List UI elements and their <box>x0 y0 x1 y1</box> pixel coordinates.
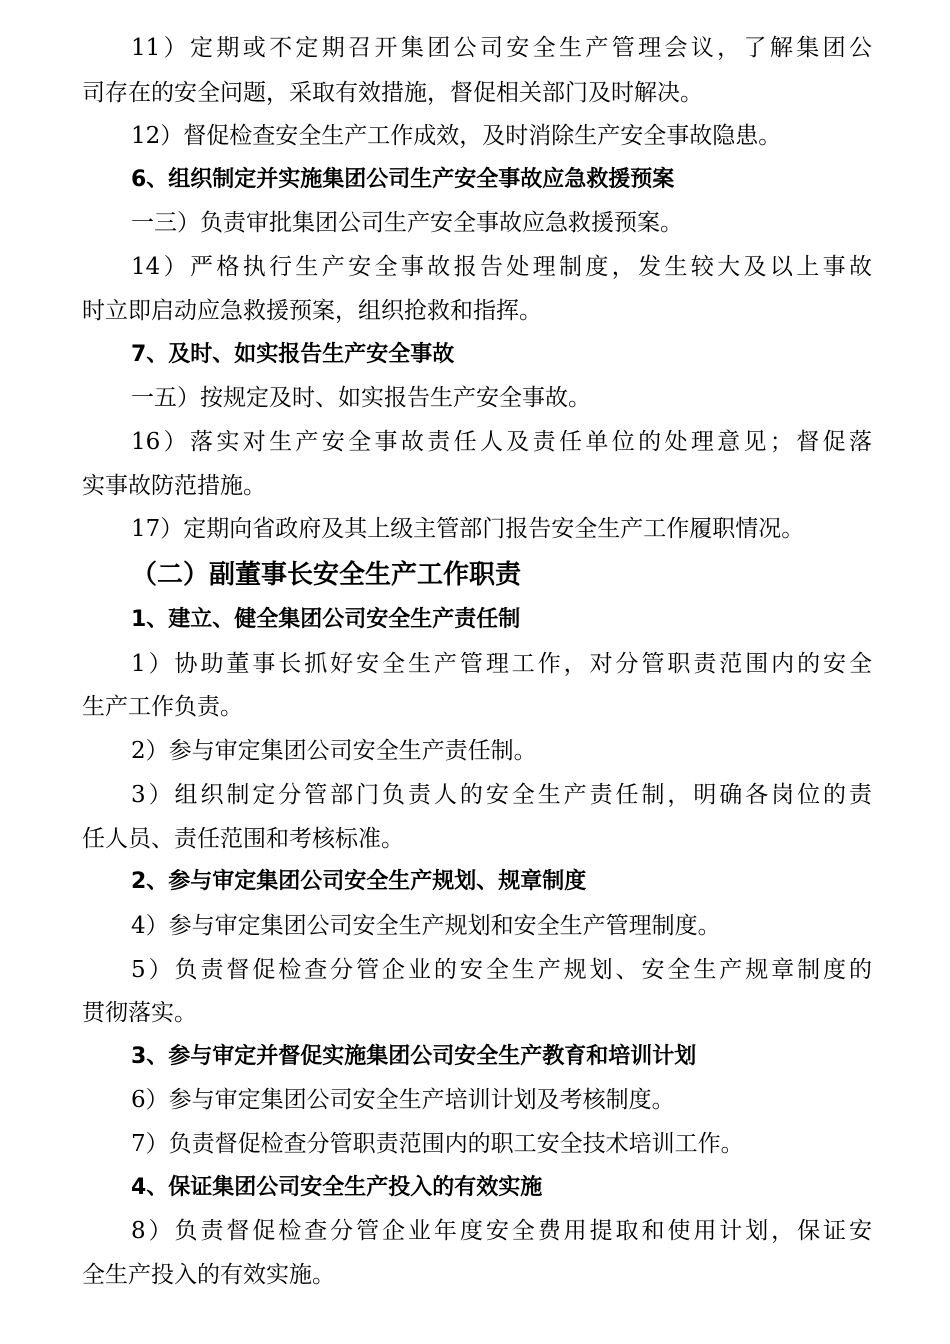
paragraph-8-line-1: 8）负责督促检查分管企业年度安全费用提取和使用计划，保证安 <box>131 1218 872 1244</box>
heading-2: 2、参与审定集团公司安全生产规划、规章制度 <box>131 869 587 894</box>
paragraph-1-line-2: 生产工作负责。 <box>82 694 243 720</box>
paragraph-2: 2）参与审定集团公司安全生产责任制。 <box>131 738 537 764</box>
paragraph-17: 17）定期向省政府及其上级主管部门报告安全生产工作履职情况。 <box>131 516 805 542</box>
paragraph-5-line-1: 5）负责督促检查分管企业的安全生产规划、安全生产规章制度的 <box>131 957 872 983</box>
paragraph-14-line-2: 时立即启动应急救援预案，组织抢救和指挥。 <box>82 298 542 324</box>
paragraph-13: 一三）负责审批集团公司生产安全事故应急救援预案。 <box>131 210 683 236</box>
paragraph-11-line-1: 11）定期或不定期召开集团公司安全生产管理会议，了解集团公 <box>131 35 872 61</box>
section-heading-vice-chairman: （二）副董事长安全生产工作职责 <box>131 560 522 590</box>
paragraph-4: 4）参与审定集团公司安全生产规划和安全生产管理制度。 <box>131 913 721 939</box>
paragraph-8-line-2: 全生产投入的有效实施。 <box>82 1262 335 1288</box>
paragraph-12: 12）督促检查安全生产工作成效，及时消除生产安全事故隐患。 <box>131 123 782 149</box>
heading-6: 6、组织制定并实施集团公司生产安全事故应急救援预案 <box>131 167 675 192</box>
paragraph-14-line-1: 14）严格执行生产安全事故报告处理制度，发生较大及以上事故 <box>131 254 872 280</box>
paragraph-6: 6）参与审定集团公司安全生产培训计划及考核制度。 <box>131 1087 675 1113</box>
paragraph-3-line-2: 任人员、责任范围和考核标准。 <box>82 826 404 852</box>
paragraph-15: 一五）按规定及时、如实报告生产安全事故。 <box>131 385 591 411</box>
paragraph-11-line-2: 司存在的安全问题，采取有效措施，督促相关部门及时解决。 <box>82 80 703 106</box>
paragraph-1-line-1: 1）协助董事长抓好安全生产管理工作，对分管职责范围内的安全 <box>131 651 872 677</box>
heading-3: 3、参与审定并督促实施集团公司安全生产教育和培训计划 <box>131 1044 697 1069</box>
paragraph-3-line-1: 3）组织制定分管部门负责人的安全生产责任制，明确各岗位的责 <box>131 782 872 808</box>
heading-4: 4、保证集团公司安全生产投入的有效实施 <box>131 1175 543 1200</box>
heading-1: 1、建立、健全集团公司安全生产责任制 <box>131 607 521 632</box>
paragraph-16-line-2: 实事故防范措施。 <box>82 473 266 499</box>
paragraph-5-line-2: 贯彻落实。 <box>82 1000 197 1026</box>
paragraph-16-line-1: 16）落实对生产安全事故责任人及责任单位的处理意见；督促落 <box>131 429 872 455</box>
heading-7: 7、及时、如实报告生产安全事故 <box>131 342 455 367</box>
paragraph-7: 7）负责督促检查分管职责范围内的职工安全技术培训工作。 <box>131 1131 744 1157</box>
